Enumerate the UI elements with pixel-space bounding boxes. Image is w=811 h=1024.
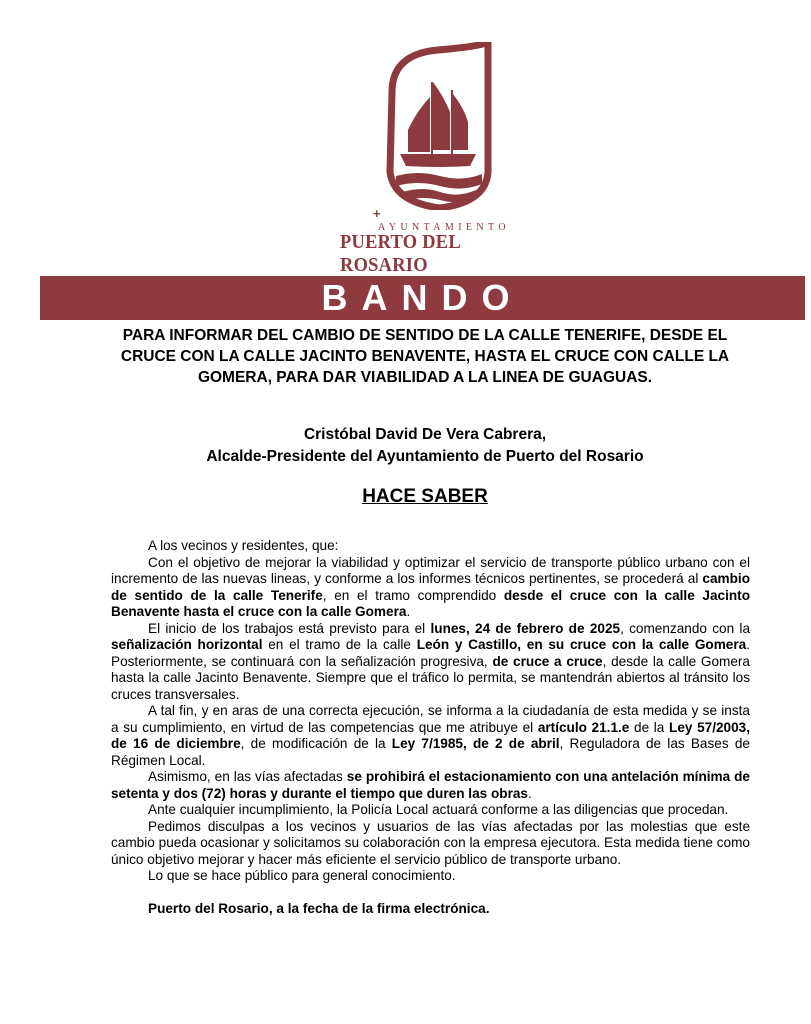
mayor-block (100, 424, 750, 468)
text: . (406, 604, 411, 619)
paragraph-legal-basis (111, 703, 750, 769)
text: , en el tramo comprendido (322, 587, 504, 603)
paragraph-intro: A los vecinos y residentes, que: (148, 538, 339, 553)
bold-text: León y Castillo, en su cruce con la calle Gomera (416, 637, 747, 652)
coat-of-arms-logo (378, 42, 498, 210)
banner-title: BANDO (321, 277, 524, 318)
bold-text: Ley 57/2003, de 16 de diciembre (111, 719, 751, 751)
bold-text: artículo 21.1.e (537, 719, 630, 735)
mayor-title: Alcalde-Presidente del Ayuntamiento de Puerto del Rosario (206, 448, 644, 465)
closing-line (111, 901, 750, 918)
closing-text: Puerto del Rosario, a la fecha de la firma electrónica. (148, 900, 490, 916)
paragraph-parking (111, 769, 750, 802)
text: en el tramo de la calle (262, 637, 417, 652)
text: , de modificación de la (240, 736, 392, 751)
hace-saber-heading: HACE SABER (362, 486, 488, 507)
text: de la (629, 719, 670, 735)
document-body (111, 538, 750, 917)
text: , desde la calle Gomera hasta la calle Jacinto Benavente. Siempre que el tráfico lo permita, se mantendrán abiertos al tránsito los cruces transversales. (111, 653, 750, 702)
mayor-name: Cristóbal David De Vera Cabrera, (303, 426, 547, 443)
text: El inicio de los trabajos está previsto para el (148, 620, 431, 636)
paragraph-apology: Pedimos disculpas a los vecinos y usuarios de las vías afectadas por las molestias que este cambio pueda ocasionar y solicitamos su colaboración con la empresa ejecutora. Esta medida tiene como único objetivo mejorar y hacer más eficiente el servicio público de transporte urbano. (111, 818, 750, 867)
bold-text: señalización horizontal (111, 637, 263, 652)
paragraph-schedule (111, 621, 750, 704)
text: Asimismo, en las vías afectadas (148, 769, 347, 784)
paragraph-public-notice: Lo que se hace público para general conocimiento. (148, 868, 456, 883)
text: , comenzando con la (620, 620, 750, 636)
bold-text: cambio de sentido de la calle Tenerife (111, 571, 750, 603)
text: . (528, 785, 532, 801)
bold-text: desde el cruce con la calle Jacinto Benavente hasta el cruce con la calle Gomera (111, 587, 751, 619)
logo-cross: + (373, 206, 381, 221)
hace-saber-heading-wrap (100, 486, 750, 508)
header-logo-area (0, 0, 811, 276)
bold-text: lunes, 24 de febrero de 2025 (430, 620, 621, 636)
bando-banner (40, 276, 805, 320)
bold-text: Ley 7/1985, de 2 de abril (391, 736, 560, 751)
logo-ayuntamiento-text: AYUNTAMIENTO (378, 222, 510, 233)
text: . Posteriormente, se continuará con la señalización progresiva, (111, 637, 751, 669)
logo-municipality-text: PUERTO DEL ROSARIO (340, 231, 460, 276)
text: A tal fin, y en aras de una correcta ejecución, se informa a la ciudadanía de esta medida y se insta a su cumplimiento, en virtud de las competencias que me atribuye el (111, 703, 750, 735)
document-subtitle: PARA INFORMAR DEL CAMBIO DE SENTIDO DE LA CALLE TENERIFE, DESDE EL CRUCE CON LA CALLE JACINTO BENAVENTE, HASTA EL CRUCE CON CALLE LA GOMERA, PARA DAR VIABILIDAD A LA LINEA DE GUAGUAS. (120, 327, 730, 386)
bold-text: de cruce a cruce (492, 653, 603, 669)
paragraph-enforcement: Ante cualquier incumplimiento, la Policía Local actuará conforme a las diligencias que procedan. (148, 802, 729, 817)
text: , Reguladora de las Bases de Régimen Local. (111, 736, 750, 768)
bold-text: se prohibirá el estacionamiento con una antelación mínima de setenta y dos (72) horas y durante el tiempo que duren las obras (111, 769, 750, 801)
paragraph-objective (111, 555, 750, 621)
text: Con el objetivo de mejorar la viabilidad y optimizar el servicio de transporte público urbano con el incremento de las nuevas lineas, y conforme a los informes técnicos pertinentes, se procederá al (111, 554, 750, 586)
